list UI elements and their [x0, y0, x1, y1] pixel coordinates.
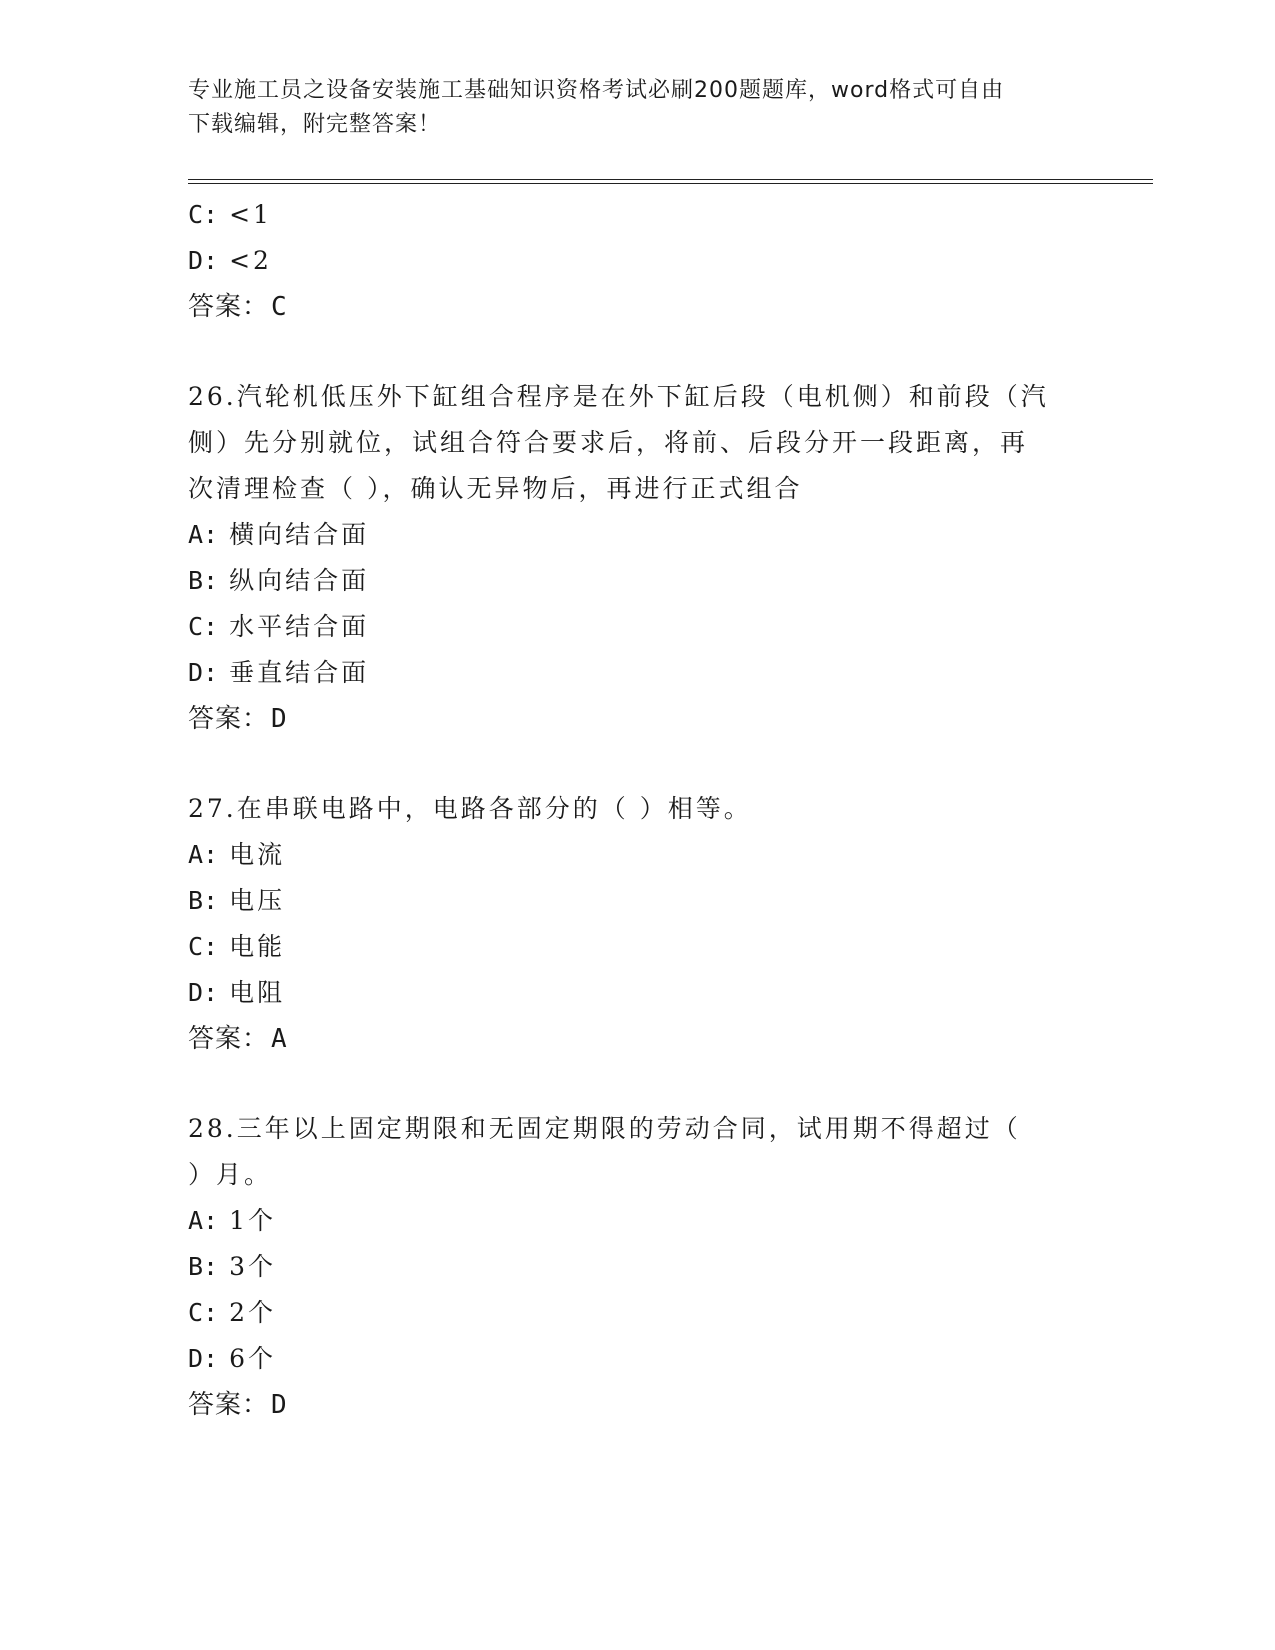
option-a: A: 1个: [188, 1206, 276, 1235]
header-divider-top: [188, 179, 1153, 180]
question-text-line: 27.在串联电路中，电路各部分的（ ）相等。: [188, 794, 752, 823]
option-b: B: 3个: [188, 1252, 276, 1281]
question-text-line: 26.汽轮机低压外下缸组合程序是在外下缸后段（电机侧）和前段（汽: [188, 382, 1049, 411]
option-c: C: <1: [188, 200, 272, 229]
option-d: D: 6个: [188, 1344, 276, 1373]
answer-line: 答案：C: [188, 292, 288, 322]
question-27: [188, 786, 1088, 1062]
option-d: D: <2: [188, 246, 272, 275]
header-line-2: 下载编辑，附完整答案！: [188, 112, 442, 137]
option-a: A: 横向结合面: [188, 520, 370, 549]
answer-line: 答案：D: [188, 704, 288, 734]
option-a: A: 电流: [188, 840, 286, 869]
header-line-1: 专业施工员之设备安装施工基础知识资格考试必刷200题题库，word格式可自由: [188, 78, 1005, 103]
question-text-line: 28.三年以上固定期限和无固定期限的劳动合同，试用期不得超过（: [188, 1114, 1021, 1143]
question-text-line: ）月。: [188, 1160, 273, 1189]
question-list: [188, 192, 1088, 1428]
option-c: C: 电能: [188, 932, 286, 961]
option-b: B: 纵向结合面: [188, 566, 370, 595]
question-25-continued: [188, 192, 1088, 330]
option-b: B: 电压: [188, 886, 286, 915]
question-text-line: 次清理检查（ ），确认无异物后，再进行正式组合: [188, 474, 803, 503]
header-divider-bottom: [188, 183, 1153, 184]
question-text-line: 侧）先分别就位，试组合符合要求后，将前、后段分开一段距离，再: [188, 428, 1029, 457]
option-c: C: 2个: [188, 1298, 276, 1327]
document-header: [188, 74, 1068, 142]
answer-line: 答案：D: [188, 1390, 288, 1420]
answer-line: 答案：A: [188, 1024, 288, 1054]
option-d: D: 电阻: [188, 978, 286, 1007]
option-c: C: 水平结合面: [188, 612, 370, 641]
question-26: [188, 374, 1088, 742]
option-d: D: 垂直结合面: [188, 658, 370, 687]
question-28: [188, 1106, 1088, 1428]
